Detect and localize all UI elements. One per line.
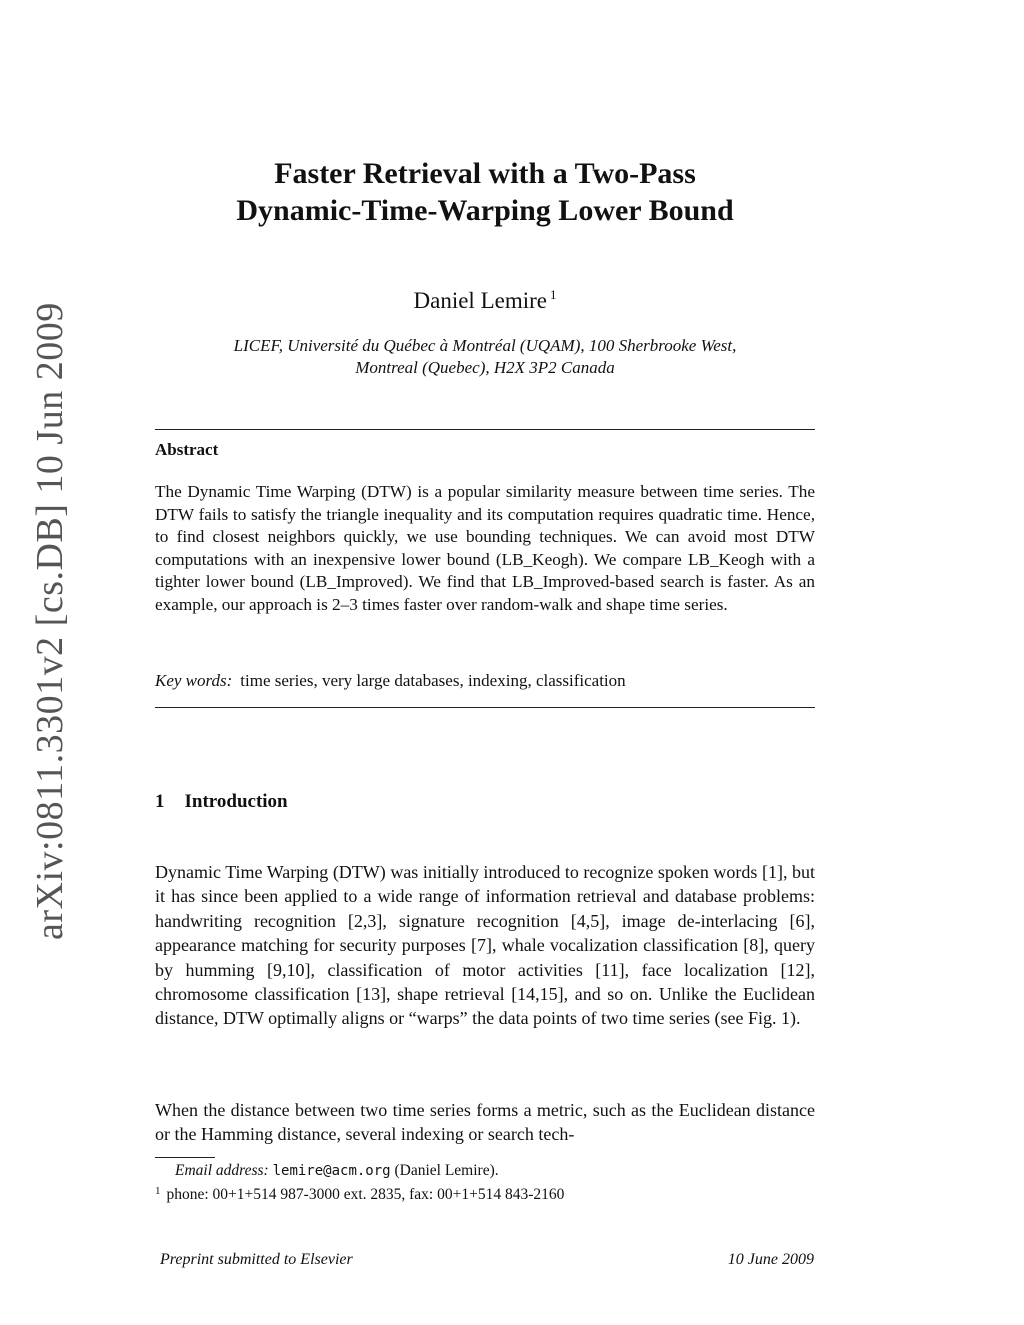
keywords-text: time series, very large databases, indexing, classification bbox=[240, 671, 626, 690]
email-label: Email address: bbox=[175, 1162, 269, 1179]
phone-text: phone: 00+1+514 987-3000 ext. 2835, fax: 00+1+514 843-2160 bbox=[166, 1186, 565, 1203]
email-name: (Daniel Lemire). bbox=[394, 1162, 499, 1179]
email-address[interactable]: lemire@acm.org bbox=[272, 1163, 391, 1179]
abstract-bottom-rule bbox=[155, 707, 815, 708]
author-name: Daniel Lemire bbox=[413, 288, 547, 313]
intro-paragraph-1: Dynamic Time Warping (DTW) was initially introduced to recognize spoken words [1], but it has since been applied to a wide range of information retrieval and database problems: handwriting recognition [2,3], signature recognition [4,5], image de-interlacing [6], appearance matching for security purposes [7], whale vocalization classification [8], query by humming [9,10], classification of motor activities [11], face localization [12], chromosome classification [13], shape retrieval [14,15], and so on. Unlike the Euclidean distance, DTW optimally aligns or “warps” the data points of two time series (see Fig. 1). bbox=[155, 862, 815, 1029]
phone-footnote bbox=[155, 1185, 564, 1204]
author bbox=[155, 287, 815, 314]
footer-date: 10 June 2009 bbox=[727, 1251, 814, 1268]
section-number: 1 bbox=[155, 791, 165, 812]
title-line-1: Faster Retrieval with a Two-Pass bbox=[274, 157, 696, 190]
affiliation-line-1: LICEF, Université du Québec à Montréal (UQAM), 100 Sherbrooke West, bbox=[233, 336, 737, 355]
paper-title bbox=[155, 155, 815, 229]
phone-footnote-mark: 1 bbox=[155, 1185, 161, 1197]
keywords-label: Key words: bbox=[155, 671, 233, 690]
abstract-top-rule bbox=[155, 429, 815, 430]
preprint-note: Preprint submitted to Elsevier bbox=[160, 1251, 353, 1268]
email-footnote bbox=[175, 1162, 499, 1180]
section-heading bbox=[155, 791, 288, 813]
affiliation-line-2: Montreal (Quebec), H2X 3P2 Canada bbox=[355, 358, 615, 377]
intro-paragraph-2: When the distance between two time series forms a metric, such as the Euclidean distance or the Hamming distance, several indexing or search tech- bbox=[155, 1100, 815, 1145]
abstract-heading: Abstract bbox=[155, 440, 219, 459]
affiliation bbox=[155, 335, 815, 379]
abstract-text: The Dynamic Time Warping (DTW) is a popular similarity measure between time series. The DTW fails to satisfy the triangle inequality and its computation requires quadratic time. Hence, to find closest neighbors quickly, we use bounding techniques. We can avoid most DTW computations with an inexpensive lower bound (LB_Keogh). We compare LB_Keogh with a tighter lower bound (LB_Improved). We find that LB_Improved-based search is faster. As an example, our approach is 2–3 times faster over random-walk and shape time series. bbox=[155, 482, 815, 614]
author-footnote-mark: 1 bbox=[549, 287, 557, 302]
arxiv-stamp: arXiv:0811.3301v2 [cs.DB] 10 Jun 2009 bbox=[29, 302, 71, 940]
section-title: Introduction bbox=[184, 791, 288, 812]
keywords bbox=[155, 671, 626, 691]
title-line-2: Dynamic-Time-Warping Lower Bound bbox=[236, 194, 734, 227]
footnote-rule bbox=[155, 1157, 215, 1158]
